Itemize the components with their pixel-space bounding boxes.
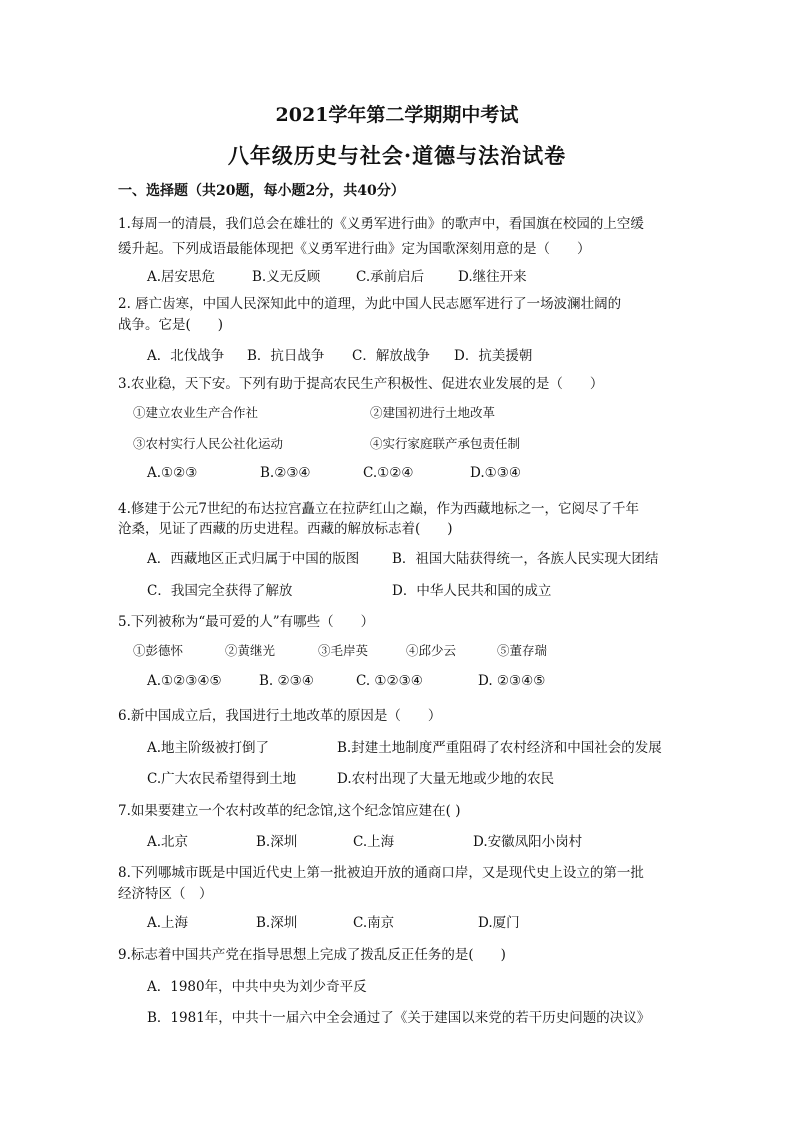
q8-option-b: B.深圳 <box>256 915 298 931</box>
q2-option-c: C．解放战争 <box>352 348 430 364</box>
question-2-line-2: 战争。它是( ) <box>118 317 224 333</box>
question-4-line-2: 沧桑，见证了西藏的历史进程。西藏的解放标志着( ) <box>118 521 453 537</box>
question-6-line-1: 6.新中国成立后，我国进行土地改革的原因是（ ） <box>118 708 442 724</box>
q3-item-2: ②建国初进行土地改革 <box>370 405 496 420</box>
section-heading: 一、选择题（共20题，每小题2分，共40分） <box>118 183 405 199</box>
q5-item-2: ②黄继光 <box>225 643 276 658</box>
question-3-line-1: 3.农业稳，天下安。下列有助于提高农民生产积极性、促进农业发展的是（ ） <box>118 376 604 392</box>
q2-option-a: A．北伐战争 <box>147 348 225 364</box>
q7-option-b: B.深圳 <box>256 834 298 850</box>
q3-option-a: A.①②③ <box>147 465 198 481</box>
q1-option-d: D.继往开来 <box>458 269 527 285</box>
q4-option-a: A．西藏地区正式归属于中国的版图 <box>147 551 360 567</box>
q5-option-d: D. ②③④⑤ <box>478 673 546 689</box>
q5-option-a: A.①②③④⑤ <box>147 673 222 689</box>
question-8-line-1: 8.下列哪城市既是中国近代史上第一批被迫开放的通商口岸，又是现代史上设立的第一批 <box>118 865 644 881</box>
q2-option-d: D．抗美援朝 <box>454 348 533 364</box>
q7-option-a: A.北京 <box>147 834 189 850</box>
q2-option-b: B．抗日战争 <box>247 348 325 364</box>
q3-option-b: B.②③④ <box>260 465 311 481</box>
q8-option-c: C.南京 <box>353 915 395 931</box>
q5-option-c: C. ①②③④ <box>356 673 423 689</box>
q5-item-1: ①彭德怀 <box>133 643 184 658</box>
q8-option-a: A.上海 <box>147 915 189 931</box>
q4-option-d: D．中华人民共和国的成立 <box>392 583 552 599</box>
question-5-line-1: 5.下列被称为“最可爱的人”有哪些（ ） <box>118 614 375 630</box>
question-4-line-1: 4.修建于公元7世纪的布达拉宫矗立在拉萨红山之巅，作为西藏地标之一，它阅尽了千年 <box>118 501 639 517</box>
question-1-line-1: 1.每周一的清晨，我们总会在雄壮的《义勇军进行曲》的歌声中，看国旗在校园的上空缓 <box>118 216 644 232</box>
q7-option-c: C.上海 <box>353 834 395 850</box>
q4-option-b: B．祖国大陆获得统一，各族人民实现大团结 <box>392 551 659 567</box>
q3-item-1: ①建立农业生产合作社 <box>133 405 259 420</box>
question-7-line-1: 7.如果要建立一个农村改革的纪念馆,这个纪念馆应建在( ) <box>118 803 461 819</box>
question-2-line-1: 2. 唇亡齿寒，中国人民深知此中的道理，为此中国人民志愿军进行了一场波澜壮阔的 <box>118 296 622 312</box>
q4-option-c: C．我国完全获得了解放 <box>147 583 293 599</box>
q6-option-b: B.封建土地制度严重阻碍了农村经济和中国社会的发展 <box>337 740 662 756</box>
q3-item-3: ③农村实行人民公社化运动 <box>133 436 284 451</box>
q1-option-a: A.居安思危 <box>147 269 216 285</box>
question-1-line-2: 缓升起。下列成语最能体现把《义勇军进行曲》定为国歌深刻用意的是（ ） <box>118 241 591 257</box>
q9-option-b: B．1981年，中共十一届六中全会通过了《关于建国以来党的若干历史问题的决议》 <box>147 1010 651 1026</box>
q3-item-4: ④实行家庭联产承包责任制 <box>370 436 521 451</box>
q7-option-d: D.安徽凤阳小岗村 <box>473 834 583 850</box>
exam-subtitle: 八年级历史与社会·道德与法治试卷 <box>227 143 567 168</box>
q6-option-c: C.广大农民希望得到土地 <box>147 771 297 787</box>
q3-option-c: C.①②④ <box>363 465 414 481</box>
q1-option-c: C.承前启后 <box>356 269 425 285</box>
question-9-line-1: 9.标志着中国共产党在指导思想上完成了拨乱反正任务的是( ) <box>118 947 506 963</box>
question-8-line-2: 经济特区（ ） <box>118 886 213 902</box>
exam-title: 2021学年第二学期期中考试 <box>275 104 519 126</box>
q9-option-a: A．1980年，中共中央为刘少奇平反 <box>147 979 367 995</box>
q3-option-d: D.①③④ <box>470 465 521 481</box>
q5-option-b: B. ②③④ <box>259 673 314 689</box>
q5-item-3: ③毛岸英 <box>318 643 369 658</box>
q8-option-d: D.厦门 <box>478 915 520 931</box>
q1-option-b: B.义无反顾 <box>252 269 321 285</box>
q5-item-5: ⑤董存瑞 <box>497 643 548 658</box>
q6-option-d: D.农村出现了大量无地或少地的农民 <box>337 771 555 787</box>
q5-item-4: ④邱少云 <box>406 643 457 658</box>
q6-option-a: A.地主阶级被打倒了 <box>147 740 270 756</box>
